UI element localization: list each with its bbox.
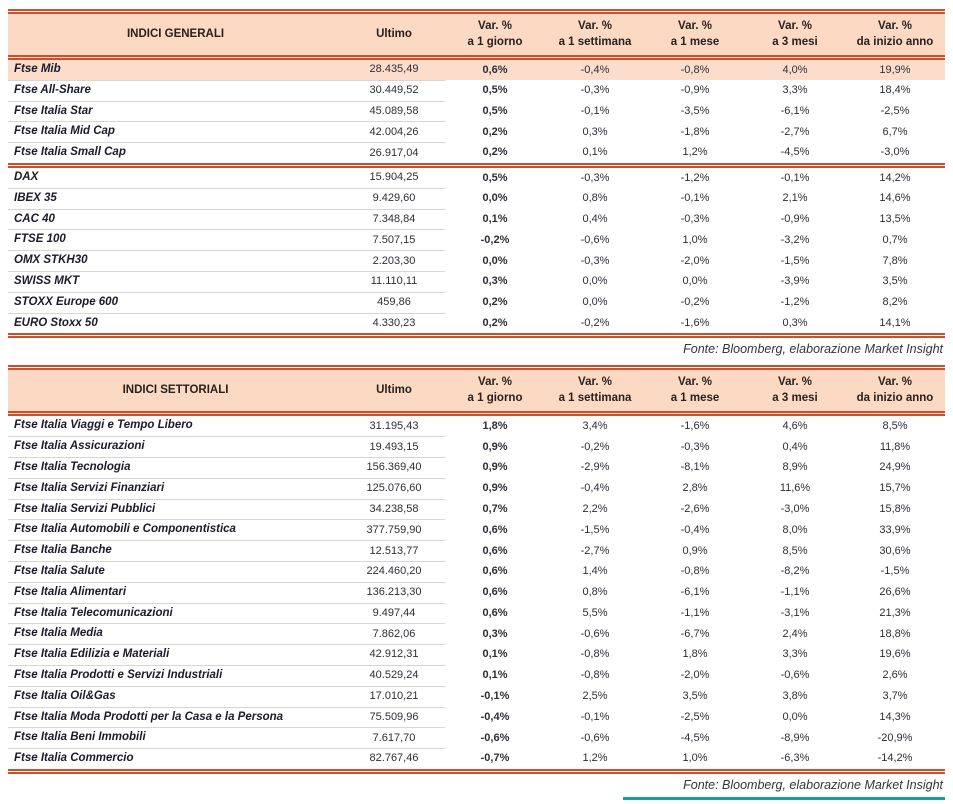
pct-change-value: 0,1%	[482, 669, 508, 682]
pct-change-value: -8,1%	[680, 461, 710, 474]
last-value: 224.460,20	[343, 562, 445, 583]
pct-change-value: 3,5%	[682, 690, 708, 703]
pct-change-value: 1,0%	[682, 233, 708, 246]
pct-change-value: -0,8%	[645, 58, 745, 81]
pct-change-value: -8,2%	[780, 565, 810, 578]
period-label: a 1 mese	[670, 35, 720, 48]
header-row	[8, 368, 945, 414]
pct-change-value: 30,6%	[879, 544, 911, 557]
indici-generali-table	[8, 9, 945, 338]
pct-change-value: -1,6%	[645, 313, 745, 336]
pct-change-value: 3,5%	[882, 275, 908, 288]
last-value: 7.862,06	[343, 624, 445, 645]
indici-settoriali-section	[8, 365, 945, 800]
var-label: Var. %	[578, 376, 612, 389]
pct-change-value: -0,2%	[680, 296, 710, 309]
last-value: 15.904,25	[343, 168, 445, 188]
last-value: 17.010,21	[343, 686, 445, 707]
var-label: Var. %	[778, 376, 812, 389]
pct-change-value: -3,9%	[780, 275, 810, 288]
table-row	[8, 272, 945, 293]
pct-change-value: 0,9%	[682, 544, 708, 557]
table-row	[8, 728, 945, 749]
pct-change-value: 0,5%	[482, 104, 508, 117]
pct-change-value: 3,7%	[882, 690, 908, 703]
pct-change-value: -0,1%	[780, 171, 810, 184]
table-body	[8, 414, 945, 772]
pct-change-value: -0,8%	[580, 669, 610, 682]
period-label: a 1 giorno	[467, 35, 523, 48]
pct-change-value: 0,0%	[682, 275, 708, 288]
pct-change-value: 0,2%	[445, 313, 545, 336]
col-header-var-1-giorno	[445, 12, 545, 58]
col-header-var-1-settimana	[545, 12, 645, 58]
last-value: 7.348,84	[343, 209, 445, 230]
pct-change-value: -1,8%	[680, 125, 710, 138]
pct-change-value: 0,3%	[582, 125, 608, 138]
pct-change-value: -0,3%	[580, 171, 610, 184]
index-name: Ftse Italia Salute	[8, 562, 343, 583]
pct-change-value: 8,2%	[882, 296, 908, 309]
last-value: 156.369,40	[343, 458, 445, 479]
table-row	[8, 143, 945, 166]
pct-change-value: 8,5%	[782, 544, 808, 557]
pct-change-value: -2,0%	[680, 254, 710, 267]
index-name: STOXX Europe 600	[8, 292, 343, 313]
pct-change-value: 0,1%	[582, 146, 608, 159]
pct-change-value: 1,0%	[645, 749, 745, 772]
pct-change-value: -2,7%	[780, 125, 810, 138]
table-title: INDICI GENERALI	[8, 12, 343, 58]
pct-change-value: 2,2%	[582, 502, 608, 515]
table-row	[8, 582, 945, 603]
pct-change-value: 0,0%	[582, 275, 608, 288]
var-label: Var. %	[678, 376, 712, 389]
index-name: FTSE 100	[8, 230, 343, 251]
index-name: Ftse Italia Servizi Finanziari	[8, 478, 343, 499]
pct-change-value: 14,1%	[845, 313, 945, 336]
pct-change-value: 0,9%	[482, 440, 508, 453]
pct-change-value: 0,4%	[582, 212, 608, 225]
table-row	[8, 313, 945, 336]
index-name: EURO Stoxx 50	[8, 313, 343, 336]
table-row	[8, 520, 945, 541]
pct-change-value: -3,2%	[780, 233, 810, 246]
pct-change-value: 0,6%	[482, 565, 508, 578]
pct-change-value: 0,0%	[482, 192, 508, 205]
pct-change-value: -2,7%	[580, 544, 610, 557]
pct-change-value: 11,8%	[879, 440, 911, 453]
pct-change-value: 21,3%	[879, 606, 911, 619]
last-value: 42.004,26	[343, 122, 445, 143]
period-label: a 3 mesi	[772, 35, 818, 48]
last-value: 31.195,43	[343, 414, 445, 437]
index-name: SWISS MKT	[8, 272, 343, 293]
pct-change-value: 0,3%	[482, 275, 508, 288]
pct-change-value: -4,5%	[780, 146, 810, 159]
last-value: 82.767,46	[343, 749, 445, 772]
last-value: 4.330,23	[343, 313, 445, 336]
pct-change-value: 18,8%	[879, 627, 911, 640]
pct-change-value: 33,9%	[879, 523, 911, 536]
source-note: Fonte: Bloomberg, elaborazione Market Insight	[683, 342, 943, 357]
table-row	[8, 707, 945, 728]
table-header	[8, 368, 945, 414]
col-header-var-1-settimana	[545, 368, 645, 414]
pct-change-value: -0,1%	[480, 690, 510, 703]
pct-change-value: 0,1%	[482, 212, 508, 225]
pct-change-value: 24,9%	[879, 461, 911, 474]
table-row	[8, 562, 945, 583]
pct-change-value: -0,3%	[580, 254, 610, 267]
table-row	[8, 188, 945, 209]
pct-change-value: -0,3%	[680, 212, 710, 225]
var-label: Var. %	[578, 20, 612, 32]
pct-change-value: -1,1%	[680, 606, 710, 619]
pct-change-value: -2,5%	[880, 104, 910, 117]
table-body	[8, 58, 945, 336]
pct-change-value: 0,2%	[482, 125, 508, 138]
last-value: 12.513,77	[343, 541, 445, 562]
last-value: 11.110,11	[343, 272, 445, 293]
last-value: 34.238,58	[343, 499, 445, 520]
var-label: Var. %	[478, 20, 512, 32]
pct-change-value: -4,5%	[680, 731, 710, 744]
pct-change-value: -0,4%	[680, 523, 710, 536]
pct-change-value: -0,4%	[480, 710, 510, 723]
index-name: Ftse Italia Commercio	[8, 749, 343, 772]
period-label: a 1 settimana	[558, 35, 632, 48]
last-value: 19.493,15	[343, 437, 445, 458]
pct-change-value: 0,4%	[782, 440, 808, 453]
pct-change-value: 0,7%	[482, 502, 508, 515]
index-name: Ftse Italia Automobili e Componentistica	[8, 520, 343, 541]
period-label: da inizio anno	[856, 35, 934, 48]
pct-change-value: -1,2%	[680, 171, 710, 184]
col-header-var-3-mesi	[745, 368, 845, 414]
col-header-ultimo: Ultimo	[343, 12, 445, 58]
table-row	[8, 686, 945, 707]
pct-change-value: -0,6%	[480, 731, 510, 744]
table-row	[8, 499, 945, 520]
pct-change-value: 4,6%	[782, 419, 808, 432]
table-row	[8, 209, 945, 230]
table-row	[8, 458, 945, 479]
var-label: Var. %	[678, 20, 712, 32]
period-label: da inizio anno	[856, 391, 934, 404]
pct-change-value: -0,8%	[580, 648, 610, 661]
bottom-accent-bar	[623, 797, 945, 800]
last-value: 30.449,52	[343, 80, 445, 101]
pct-change-value: 11,6%	[779, 482, 811, 495]
pct-change-value: -0,2%	[580, 440, 610, 453]
pct-change-value: 19,6%	[879, 648, 911, 661]
pct-change-value: 2,4%	[782, 627, 808, 640]
index-name: Ftse Italia Telecomunicazioni	[8, 603, 343, 624]
pct-change-value: 1,8%	[682, 648, 708, 661]
col-header-ultimo: Ultimo	[343, 368, 445, 414]
pct-change-value: -0,6%	[580, 627, 610, 640]
pct-change-value: 4,0%	[745, 58, 845, 81]
pct-change-value: -1,5%	[880, 565, 910, 578]
pct-change-value: -2,6%	[680, 502, 710, 515]
index-name: Ftse Italia Alimentari	[8, 582, 343, 603]
pct-change-value: -0,2%	[545, 313, 645, 336]
table-row	[8, 541, 945, 562]
col-header-var-1-giorno	[445, 368, 545, 414]
pct-change-value: -6,3%	[745, 749, 845, 772]
pct-change-value: 15,7%	[879, 482, 911, 495]
pct-change-value: 1,2%	[682, 146, 708, 159]
pct-change-value: 0,6%	[482, 523, 508, 536]
pct-change-value: 0,3%	[745, 313, 845, 336]
pct-change-value: -3,1%	[780, 606, 810, 619]
pct-change-value: -0,9%	[780, 212, 810, 225]
index-name: Ftse All-Share	[8, 80, 343, 101]
table-row	[8, 58, 945, 81]
pct-change-value: -1,5%	[780, 254, 810, 267]
pct-change-value: -6,1%	[680, 586, 710, 599]
table-row	[8, 168, 945, 188]
table-row	[8, 437, 945, 458]
pct-change-value: -2,5%	[680, 710, 710, 723]
pct-change-value: 3,3%	[782, 84, 808, 97]
pct-change-value: -0,4%	[580, 482, 610, 495]
table-row	[8, 122, 945, 143]
pct-change-value: 0,7%	[882, 233, 908, 246]
pct-change-value: 0,6%	[445, 58, 545, 81]
last-value: 9.497,44	[343, 603, 445, 624]
last-value: 42.912,31	[343, 645, 445, 666]
index-name: Ftse Mib	[8, 58, 343, 81]
index-name: DAX	[8, 168, 343, 188]
pct-change-value: -2,0%	[680, 669, 710, 682]
pct-change-value: 2,1%	[782, 192, 808, 205]
pct-change-value: -0,9%	[680, 84, 710, 97]
pct-change-value: 13,5%	[879, 212, 911, 225]
table-header	[8, 12, 945, 58]
pct-change-value: 0,5%	[482, 171, 508, 184]
index-name: Ftse Italia Small Cap	[8, 143, 343, 166]
pct-change-value: 1,4%	[582, 565, 608, 578]
pct-change-value: 8,5%	[882, 419, 908, 432]
table-row	[8, 478, 945, 499]
pct-change-value: 6,7%	[882, 125, 908, 138]
pct-change-value: -0,6%	[580, 233, 610, 246]
pct-change-value: 0,0%	[582, 296, 608, 309]
pct-change-value: 3,3%	[782, 648, 808, 661]
last-value: 459,86	[343, 292, 445, 313]
table-row	[8, 414, 945, 437]
table-row	[8, 665, 945, 686]
pct-change-value: 2,8%	[682, 482, 708, 495]
pct-change-value: 0,0%	[482, 254, 508, 267]
pct-change-value: 2,5%	[582, 690, 608, 703]
pct-change-value: -0,7%	[445, 749, 545, 772]
pct-change-value: -1,2%	[780, 296, 810, 309]
pct-change-value: -0,6%	[580, 731, 610, 744]
pct-change-value: 7,8%	[882, 254, 908, 267]
pct-change-value: -1,6%	[680, 419, 710, 432]
index-name: Ftse Italia Moda Prodotti per la Casa e la Persona	[8, 707, 343, 728]
pct-change-value: 0,6%	[482, 544, 508, 557]
index-name: OMX STKH30	[8, 251, 343, 272]
col-header-var-1-mese	[645, 12, 745, 58]
pct-change-value: 0,8%	[582, 586, 608, 599]
pct-change-value: 8,0%	[782, 523, 808, 536]
table-row	[8, 749, 945, 772]
period-label: a 3 mesi	[772, 391, 818, 404]
pct-change-value: 0,8%	[582, 192, 608, 205]
index-name: CAC 40	[8, 209, 343, 230]
last-value: 7.617,70	[343, 728, 445, 749]
pct-change-value: 14,3%	[879, 710, 911, 723]
pct-change-value: -0,4%	[545, 58, 645, 81]
last-value: 26.917,04	[343, 143, 445, 166]
last-value: 40.529,24	[343, 665, 445, 686]
pct-change-value: -0,6%	[780, 669, 810, 682]
pct-change-value: -0,1%	[580, 104, 610, 117]
table-row	[8, 230, 945, 251]
last-value: 136.213,30	[343, 582, 445, 603]
pct-change-value: 0,9%	[482, 482, 508, 495]
pct-change-value: -1,5%	[580, 523, 610, 536]
last-value: 75.509,96	[343, 707, 445, 728]
pct-change-value: 0,2%	[482, 146, 508, 159]
pct-change-value: -0,3%	[680, 440, 710, 453]
index-name: Ftse Italia Banche	[8, 541, 343, 562]
table-row	[8, 645, 945, 666]
pct-change-value: -2,9%	[580, 461, 610, 474]
pct-change-value: 0,1%	[482, 648, 508, 661]
pct-change-value: 2,6%	[882, 669, 908, 682]
col-header-var-inizio-anno	[845, 368, 945, 414]
pct-change-value: 14,6%	[879, 192, 911, 205]
pct-change-value: 1,2%	[545, 749, 645, 772]
pct-change-value: -0,3%	[580, 84, 610, 97]
index-name: Ftse Italia Edilizia e Materiali	[8, 645, 343, 666]
pct-change-value: -0,1%	[680, 192, 710, 205]
col-header-var-inizio-anno	[845, 12, 945, 58]
pct-change-value: 14,2%	[879, 171, 911, 184]
pct-change-value: 19,9%	[845, 58, 945, 81]
pct-change-value: -14,2%	[845, 749, 945, 772]
index-name: Ftse Italia Beni Immobili	[8, 728, 343, 749]
col-header-var-3-mesi	[745, 12, 845, 58]
pct-change-value: 0,2%	[482, 296, 508, 309]
table-row	[8, 251, 945, 272]
index-name: Ftse Italia Mid Cap	[8, 122, 343, 143]
pct-change-value: 3,8%	[782, 690, 808, 703]
index-name: Ftse Italia Viaggi e Tempo Libero	[8, 414, 343, 437]
table-row	[8, 80, 945, 101]
pct-change-value: -8,9%	[780, 731, 810, 744]
table-row	[8, 603, 945, 624]
pct-change-value: -1,1%	[780, 586, 810, 599]
last-value: 28.435,49	[343, 58, 445, 81]
period-label: a 1 giorno	[467, 391, 523, 404]
pct-change-value: 0,0%	[782, 710, 808, 723]
pct-change-value: -0,8%	[680, 565, 710, 578]
pct-change-value: 0,6%	[482, 586, 508, 599]
pct-change-value: -0,2%	[480, 233, 510, 246]
index-name: Ftse Italia Assicurazioni	[8, 437, 343, 458]
index-name: Ftse Italia Media	[8, 624, 343, 645]
pct-change-value: 8,9%	[782, 461, 808, 474]
pct-change-value: 0,3%	[482, 627, 508, 640]
last-value: 2.203,30	[343, 251, 445, 272]
table-row	[8, 101, 945, 122]
period-label: a 1 mese	[670, 391, 720, 404]
index-name: Ftse Italia Prodotti e Servizi Industriali	[8, 665, 343, 686]
index-name: Ftse Italia Star	[8, 101, 343, 122]
source-note: Fonte: Bloomberg, elaborazione Market Insight	[683, 777, 943, 792]
pct-change-value: 15,8%	[879, 502, 911, 515]
index-name: IBEX 35	[8, 188, 343, 209]
table-title: INDICI SETTORIALI	[8, 368, 343, 414]
pct-change-value: -3,5%	[680, 104, 710, 117]
index-name: Ftse Italia Servizi Pubblici	[8, 499, 343, 520]
last-value: 7.507,15	[343, 230, 445, 251]
pct-change-value: 3,4%	[582, 419, 608, 432]
indici-generali-section	[8, 9, 945, 361]
last-value: 125.076,60	[343, 478, 445, 499]
pct-change-value: 18,4%	[879, 84, 911, 97]
pct-change-value: 0,6%	[482, 606, 508, 619]
pct-change-value: 1,8%	[482, 419, 508, 432]
last-value: 45.089,58	[343, 101, 445, 122]
pct-change-value: -3,0%	[880, 146, 910, 159]
indici-settoriali-table	[8, 365, 945, 774]
var-label: Var. %	[778, 20, 812, 32]
pct-change-value: -0,1%	[580, 710, 610, 723]
var-label: Var. %	[878, 20, 912, 32]
table-row	[8, 292, 945, 313]
var-label: Var. %	[478, 376, 512, 389]
table-row	[8, 624, 945, 645]
pct-change-value: -6,7%	[680, 627, 710, 640]
last-value: 377.759,90	[343, 520, 445, 541]
col-header-var-1-mese	[645, 368, 745, 414]
index-name: Ftse Italia Oil&Gas	[8, 686, 343, 707]
pct-change-value: 26,6%	[879, 586, 911, 599]
pct-change-value: 0,5%	[482, 84, 508, 97]
index-name: Ftse Italia Tecnologia	[8, 458, 343, 479]
period-label: a 1 settimana	[558, 391, 632, 404]
pct-change-value: -20,9%	[877, 731, 913, 744]
pct-change-value: -6,1%	[780, 104, 810, 117]
header-row	[8, 12, 945, 58]
last-value: 9.429,60	[343, 188, 445, 209]
var-label: Var. %	[878, 376, 912, 389]
pct-change-value: 0,9%	[482, 461, 508, 474]
pct-change-value: -3,0%	[780, 502, 810, 515]
pct-change-value: 5,5%	[582, 606, 608, 619]
